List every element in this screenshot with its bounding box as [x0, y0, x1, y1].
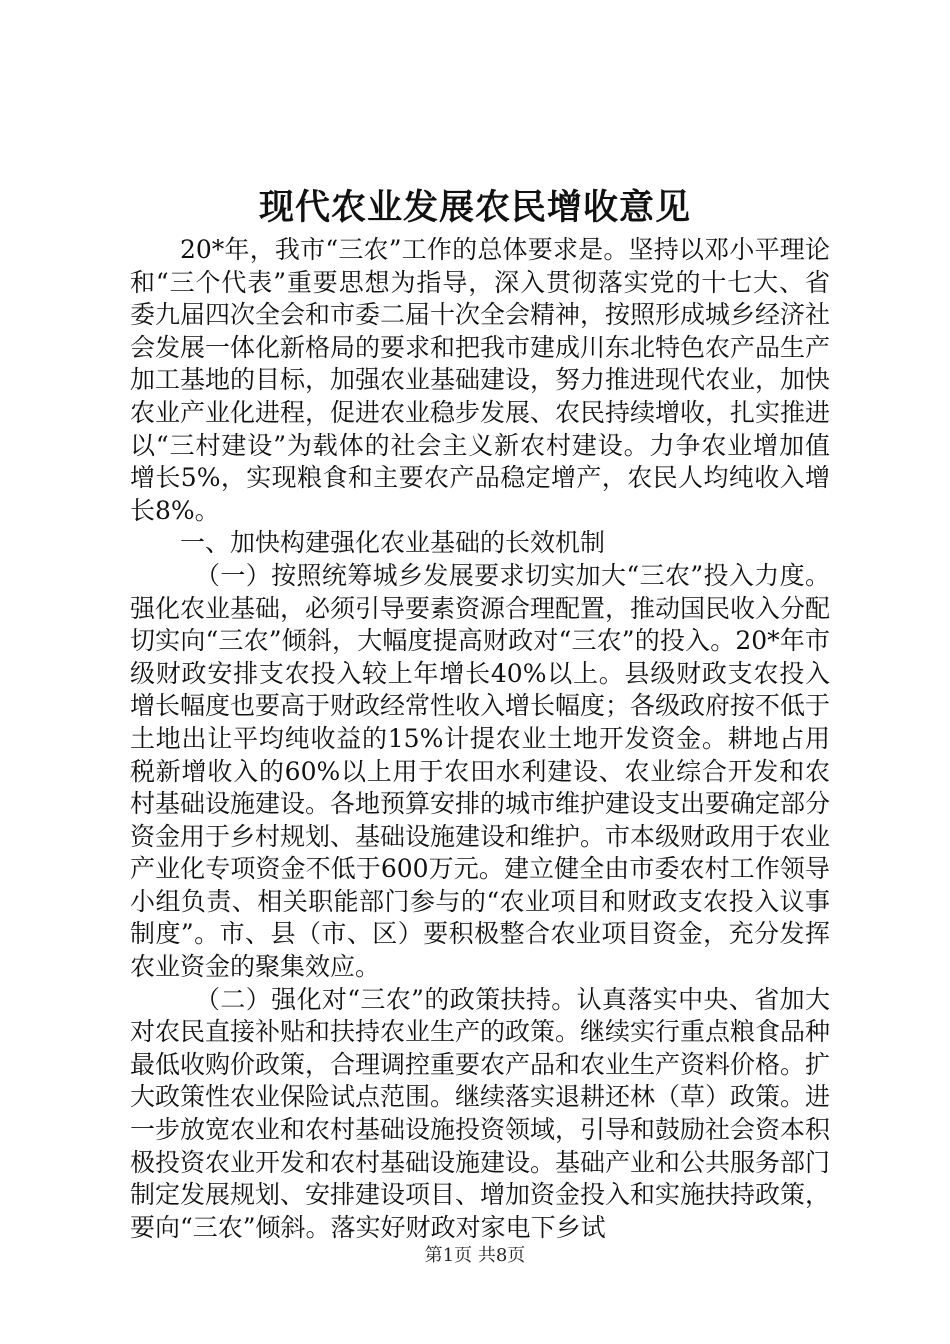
document-body — [130, 234, 830, 1244]
intro-paragraph: 20*年，我市“三农”工作的总体要求是。坚持以邓小平理论和“三个代表”重要思想为指导，深入贯彻落实党的十七大、省委九届四次全会和市委二届十次全会精神，按照形成城乡经济社会发展一体化新格局的要求和把我市建成川东北特色农产品生产加工基地的目标，加强农业基础建设，努力推进现代农业，加快农业产业化进程，促进农业稳步发展、农民持续增收，扎实推进以“三村建设”为载体的社会主义新农村建设。力争农业增加值增长5%，实现粮食和主要农产品稳定增产，农民人均纯收入增长8%。 — [130, 235, 831, 525]
document-title: 现代农业发展农民增收意见 — [258, 187, 691, 228]
section-heading-1: 一、加快构建强化农业基础的长效机制 — [180, 528, 606, 558]
subsection-paragraph-2: （二）强化对“三农”的政策扶持。认真落实中央、省加大对农民直接补贴和扶持农业生产的政策。继续实行重点粮食品种最低收购价政策，合理调控重要农产品和农业生产资料价格。扩大政策性农业保险试点范围。继续落实退耕还林（草）政策。进一步放宽农业和农村基础设施投资领域，引导和鼓励社会资本积极投资农业开发和农村基础设施建设。基础产业和公共服务部门制定发展规划、安排建设项目、增加资金投入和实施扶持政策，要向“三农”倾斜。落实好财政对家电下乡试 — [130, 984, 831, 1242]
subsection-paragraph-1: （一）按照统筹城乡发展要求切实加大“三农”投入力度。强化农业基础，必须引导要素资源合理配置，推动国民收入分配切实向“三农”倾斜，大幅度提高财政对“三农”的投入。20*年市级财政安排支农投入较上年增长40%以上。县级财政支农投入增长幅度也要高于财政经常性收入增长幅度；各级政府按不低于土地出让平均纯收益的15%计提农业土地开发资金。耕地占用税新增收入的60%以上用于农田水利建设、农业综合开发和农村基础设施建设。各地预算安排的城市维护建设支出要确定部分资金用于乡村规划、基础设施建设和维护。市本级财政用于农业产业化专项资金不低于600万元。建立健全由市委农村工作领导小组负责、相关职能部门参与的“农业项目和财政支农投入议事制度”。市、县（市、区）要积极整合农业项目资金，充分发挥农业资金的聚集效应。 — [130, 560, 831, 982]
page-footer: 第1页 共8页 — [424, 1245, 526, 1266]
